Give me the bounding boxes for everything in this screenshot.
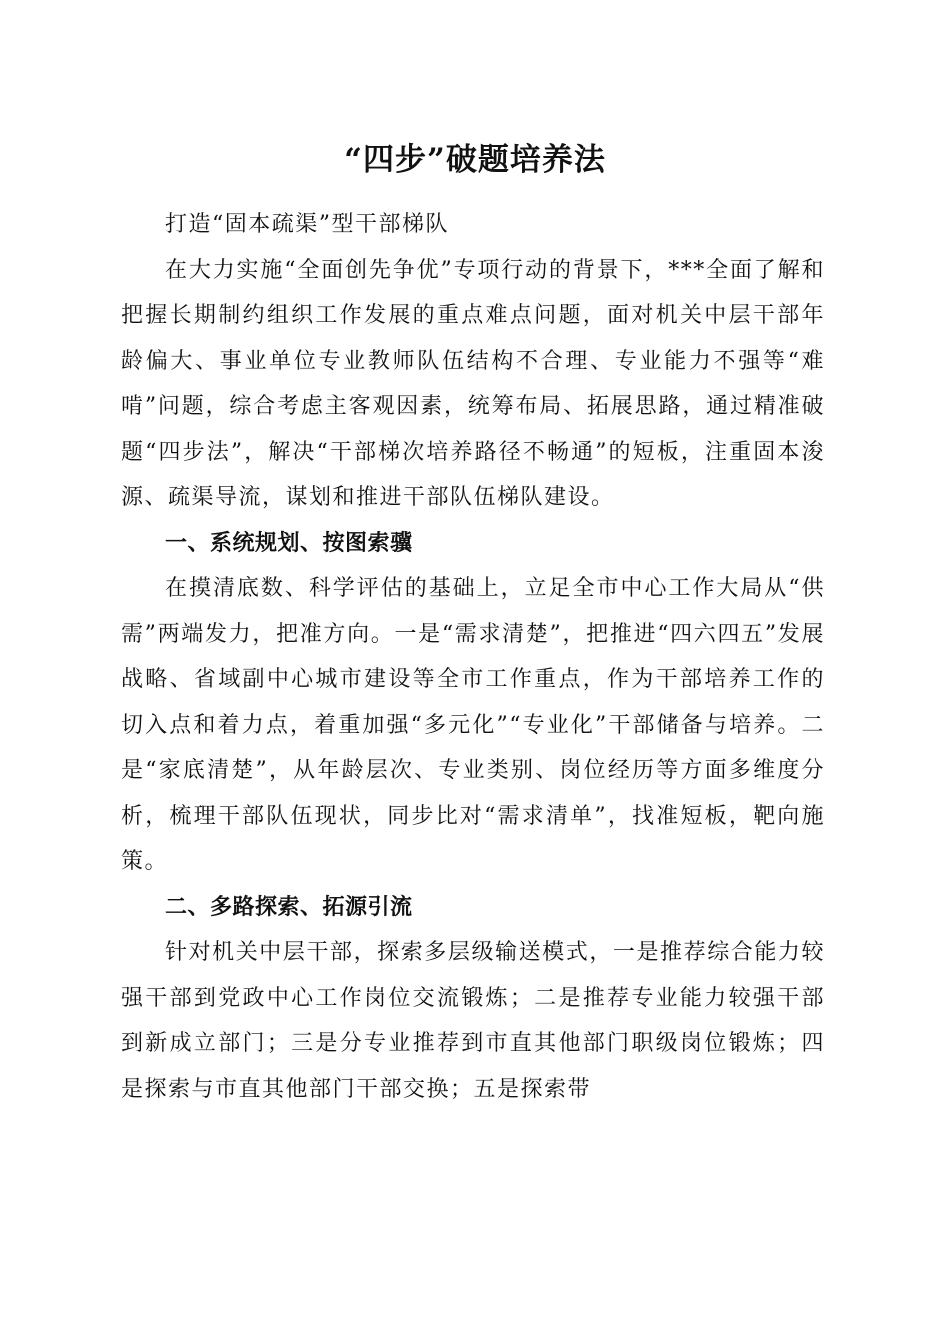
intro-paragraph: 在大力实施“全面创先争优”专项行动的背景下，***全面了解和把握长期制约组织工作发展的重点难点问题，面对机关中层干部年龄偏大、事业单位专业教师队伍结构不合理、专业能力不强等“难啃”问题，综合考虑主客观因素，统筹布局、拓展思路，通过精准破题“四步法”，解决“干部梯次培养路径不畅通”的短板，注重固本浚源、疏渠导流，谋划和推进干部队伍梯队建设。 xyxy=(121,257,825,510)
section-paragraph-2: 针对机关中层干部，探索多层级输送模式，一是推荐综合能力较强干部到党政中心工作岗位交流锻炼；二是推荐专业能力较强干部到新成立部门；三是分专业推荐到市直其他部门职级岗位锻炼；四是探索与市直其他部门干部交换；五是探索带 xyxy=(121,940,825,1102)
document-body xyxy=(121,202,825,1112)
section-heading-1: 一、系统规划、按图索骥 xyxy=(165,530,413,556)
subtitle-paragraph: 打造“固本疏渠”型干部梯队 xyxy=(165,212,449,237)
section-heading-2: 二、多路探索、拓源引流 xyxy=(165,894,413,920)
document-title: “四步”破题培养法 xyxy=(344,142,606,178)
section-paragraph-1: 在摸清底数、科学评估的基础上，立足全市中心工作大局从“供需”两端发力，把准方向。一是“需求清楚”，把推进“四六四五”发展战略、省域副中心城市建设等全市工作重点，作为干部培养工作的切入点和着力点，着重加强“多元化”“专业化”干部储备与培养。二是“家底清楚”，从年龄层次、专业类别、岗位经历等方面多维度分析，梳理干部队伍现状，同步比对“需求清单”，找准短板，靶向施策。 xyxy=(121,576,825,874)
